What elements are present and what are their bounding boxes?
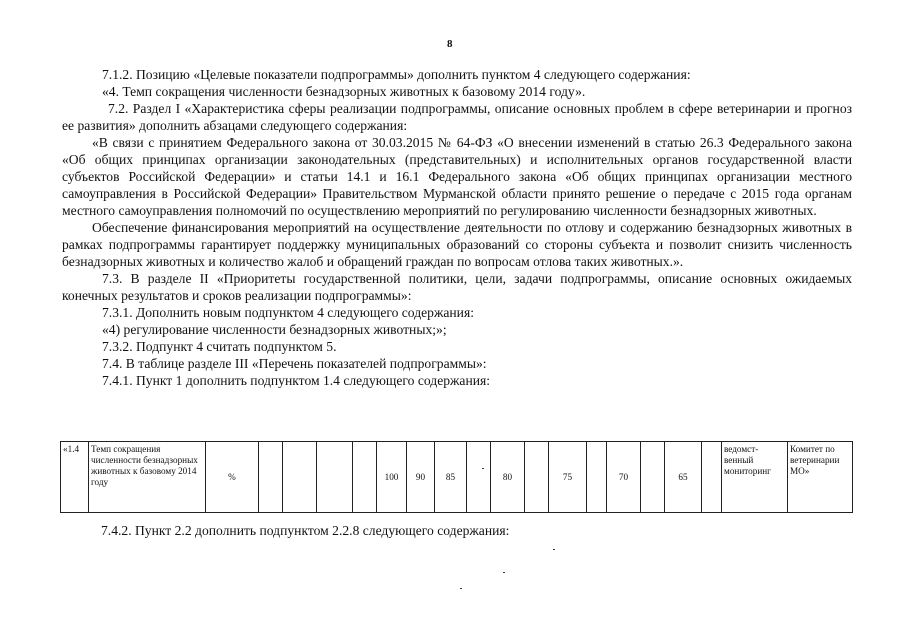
responsible-cell: Комитет по ветеринарии МО» xyxy=(788,442,853,513)
value-cell xyxy=(641,442,665,513)
value-cell xyxy=(702,442,722,513)
value-cell: 80 xyxy=(491,442,525,513)
indicator-name: Темп сокращения численности безнадзорных животных к базовому 2014 году xyxy=(89,442,206,513)
value-cell xyxy=(587,442,607,513)
unit-cell: % xyxy=(206,442,259,513)
paragraph-subitem-4: «4) регулирование численности безнадзорных животных;»; xyxy=(102,322,447,337)
value-cell xyxy=(317,442,353,513)
paragraph-goal-4: «4. Темп сокращения численности безнадзорных животных к базовому 2014 году». xyxy=(102,84,586,99)
paragraph-financing: Обеспечение финансирования мероприятий на осуществление деятельности по отлову и содержанию безнадзорных животных в рамках подпрограммы гарантирует поддержку муниципальных образований со стороны субъекта и позволит снизить численность безнадзорных животных и количество жалоб и обращений граждан по вопросам отлова таких животных.». xyxy=(62,220,852,269)
paragraph-quote-law: «В связи с принятием Федерального закона от 30.03.2015 № 64-ФЗ «О внесении изменений в статью 26.3 Федерального закона «Об общих принципах организации законодательных (представительных) и исполнительных органов государственной власти субъектов Российской Федерации» и статьи 14.1 и 16.1 Федерального закона «Об общих принципах организации местного самоуправления в Российской Федерации» Правительством Мурманской области принято решение о передаче с 2015 года органам местного самоуправления полномочий по осуществлению мероприятий по регулированию численности безнадзорных животных. xyxy=(62,135,852,218)
value-cell xyxy=(353,442,377,513)
value-cell: 85 xyxy=(435,442,467,513)
value-cell xyxy=(259,442,283,513)
paragraph-7-4-2: 7.4.2. Пункт 2.2 дополнить подпунктом 2.2.8 следующего содержания: xyxy=(101,523,510,538)
value-cell xyxy=(283,442,317,513)
scan-speck xyxy=(482,468,484,469)
paragraph-7-3-2: 7.3.2. Подпункт 4 считать подпунктом 5. xyxy=(102,339,337,354)
data-source-cell: ведомст-венный мониторинг xyxy=(722,442,788,513)
scan-speck xyxy=(553,549,555,550)
scan-speck xyxy=(460,588,462,589)
value-cell: 75 xyxy=(549,442,587,513)
row-number: «1.4 xyxy=(61,442,89,513)
value-cell xyxy=(525,442,549,513)
paragraph-7-3-1: 7.3.1. Дополнить новым подпунктом 4 следующего содержания: xyxy=(102,305,474,320)
paragraph-7-3: 7.3. В разделе II «Приоритеты государственной политики, цели, задачи подпрограммы, описание основных ожидаемых конечных результатов и сроков реализации подпрограммы»: xyxy=(62,271,852,303)
page-number: 8 xyxy=(447,38,453,50)
value-cell: 65 xyxy=(665,442,702,513)
scan-speck xyxy=(503,572,505,573)
document-body xyxy=(62,66,852,389)
paragraph-7-2: 7.2. Раздел I «Характеристика сферы реализации подпрограммы, описание основных проблем в сфере ветеринарии и прогноз ее развития» дополнить абзацами следующего содержания: xyxy=(62,101,852,133)
paragraph-7-1-2: 7.1.2. Позицию «Целевые показатели подпрограммы» дополнить пунктом 4 следующего содержания: xyxy=(102,67,691,82)
indicators-table xyxy=(60,441,852,513)
paragraph-7-4: 7.4. В таблице разделе III «Перечень показателей подпрограммы»: xyxy=(102,356,487,371)
value-cell: 70 xyxy=(607,442,641,513)
value-cell: 90 xyxy=(407,442,435,513)
value-cell xyxy=(467,442,491,513)
paragraph-7-4-1: 7.4.1. Пункт 1 дополнить подпунктом 1.4 следующего содержания: xyxy=(102,373,491,388)
table-row xyxy=(61,442,853,513)
value-cell: 100 xyxy=(377,442,407,513)
